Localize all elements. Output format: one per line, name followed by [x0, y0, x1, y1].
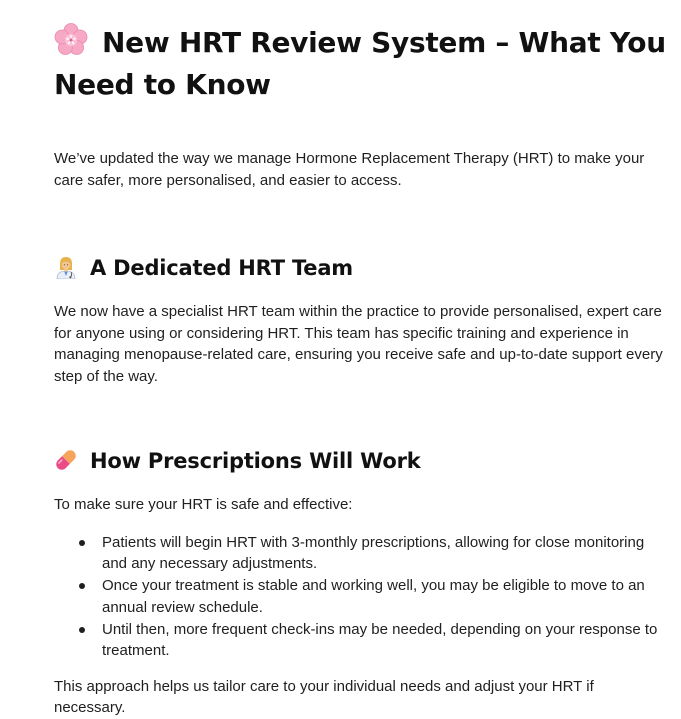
section-heading-prescriptions: How Prescriptions Will Work	[54, 446, 666, 476]
list-item: Once your treatment is stable and working well, you may be eligible to move to an annual review schedule.	[54, 575, 666, 618]
list-item: Until then, more frequent check-ins may be needed, depending on your response to treatment.	[54, 619, 666, 662]
intro-paragraph: We’ve updated the way we manage Hormone Replacement Therapy (HRT) to make your care safer, more personalised, and easier to access.	[54, 150, 645, 189]
section-heading-hrt-team: A Dedicated HRT Team	[54, 253, 666, 283]
pill-capsule-icon	[54, 448, 78, 472]
closing-paragraph: This approach helps us tailor care to your individual needs and adjust your HRT if necessary.	[54, 677, 594, 716]
health-worker-icon	[54, 255, 78, 279]
list-item: Patients will begin HRT with 3-monthly prescriptions, allowing for close monitoring and any necessary adjustments.	[54, 532, 666, 575]
prescription-bullet-list	[54, 532, 666, 662]
document-page	[54, 22, 666, 719]
prescriptions-lead: To make sure your HRT is safe and effective:	[54, 496, 353, 513]
page-title: New HRT Review System – What You Need to Know	[54, 22, 666, 106]
hrt-team-paragraph: We now have a specialist HRT team within the practice to provide personalised, expert care for anyone using or considering HRT. This team has specific training and experience in managing menopause-related care, ensuring you receive safe and up-to-date support every step of the way.	[54, 303, 663, 385]
bullet-dot	[79, 540, 85, 546]
bullet-dot	[79, 627, 85, 633]
cherry-blossom-icon	[54, 23, 88, 57]
bullet-dot	[79, 583, 85, 589]
